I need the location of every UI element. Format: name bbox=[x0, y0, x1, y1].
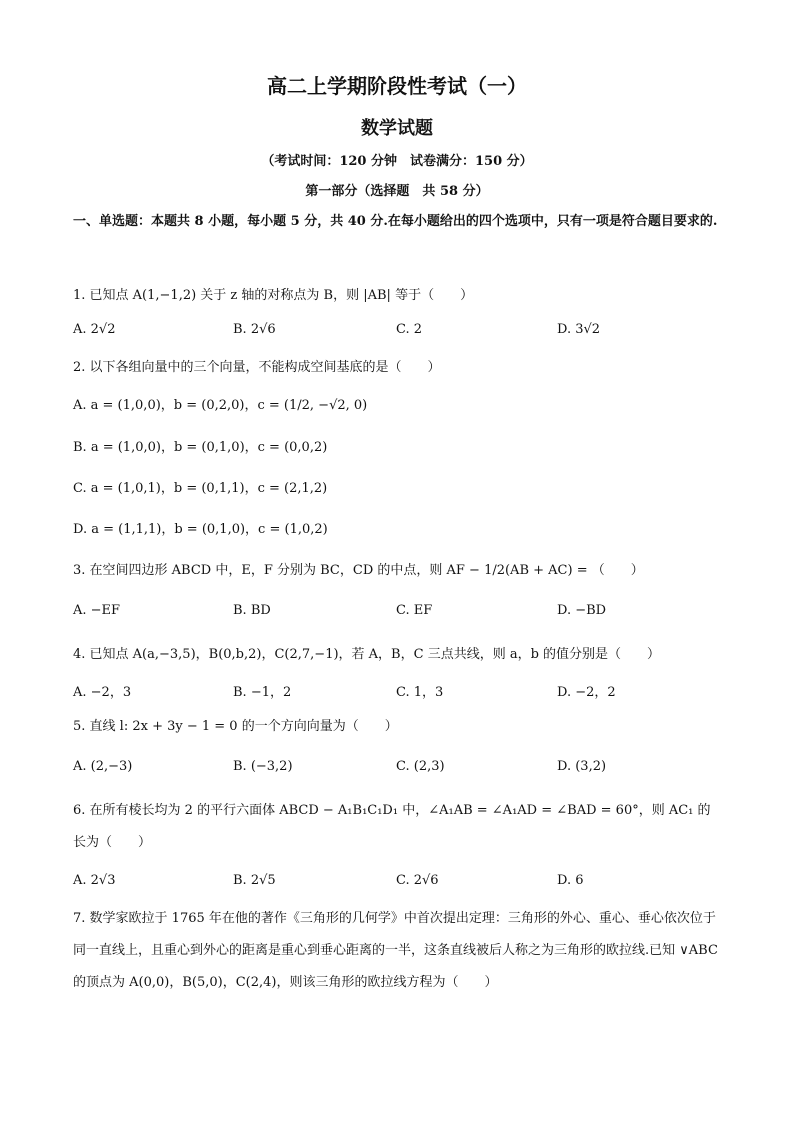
subject-title: 数学试题 bbox=[361, 118, 433, 139]
question-3-stem: 3. 在空间四边形 ABCD 中，E，F 分别为 BC，CD 的中点，则 AF − 1/2(AB + AC) = （ ） bbox=[73, 563, 644, 578]
exam-info: （考试时间：120 分钟 试卷满分：150 分） bbox=[261, 154, 533, 169]
q6-option-b: B. 2√5 bbox=[233, 873, 276, 888]
q4-option-d: D. −2，2 bbox=[557, 685, 616, 700]
q4-option-b: B. −1，2 bbox=[233, 685, 292, 700]
q2-option-a: A. a = (1,0,0)，b = (0,2,0)，c = (1/2, −√2, 0) bbox=[73, 398, 368, 413]
q4-option-c: C. 1，3 bbox=[396, 685, 444, 700]
question-2-stem: 2. 以下各组向量中的三个向量，不能构成空间基底的是（ ） bbox=[73, 360, 441, 375]
q2-option-d: D. a = (1,1,1)，b = (0,1,0)，c = (1,0,2) bbox=[73, 522, 328, 537]
exam-title: 高二上学期阶段性考试（一） bbox=[267, 74, 527, 98]
q3-option-a: A. −EF bbox=[73, 603, 121, 618]
question-4-stem: 4. 已知点 A(a,−3,5)，B(0,b,2)，C(2,7,−1)，若 A，B，C 三点共线，则 a，b 的值分别是（ ） bbox=[73, 647, 661, 662]
q5-option-a: A. (2,−3) bbox=[73, 759, 133, 774]
q6-option-c: C. 2√6 bbox=[396, 873, 439, 888]
q4-option-a: A. −2，3 bbox=[73, 685, 132, 700]
question-1-stem: 1. 已知点 A(1,−1,2) 关于 z 轴的对称点为 B，则 |AB| 等于（ ） bbox=[73, 288, 474, 303]
question-6-stem: 6. 在所有棱长均为 2 的平行六面体 ABCD − A₁B₁C₁D₁ 中，∠A₁AB = ∠A₁AD = ∠BAD = 60°，则 AC₁ 的长为（ ） bbox=[73, 803, 711, 850]
q2-option-b: B. a = (1,0,0)，b = (0,1,0)，c = (0,0,2) bbox=[73, 440, 328, 455]
q1-option-b: B. 2√6 bbox=[233, 322, 276, 337]
q5-option-d: D. (3,2) bbox=[557, 759, 607, 774]
q3-option-c: C. EF bbox=[396, 603, 433, 618]
q3-option-b: B. BD bbox=[233, 603, 271, 618]
question-7-stem: 7. 数学家欧拉于 1765 年在他的著作《三角形的几何学》中首次提出定理：三角形的外心、重心、垂心依次位于同一直线上，且重心到外心的距离是重心到垂心距离的一半，这条直线被后人称之为三角形的欧拉线.已知 ∨ABC 的顶点为 A(0,0)，B(5,0)，C(2,4)，则该三角形的欧拉线方程为（ ） bbox=[73, 911, 718, 990]
q6-option-a: A. 2√3 bbox=[73, 873, 116, 888]
q3-option-d: D. −BD bbox=[557, 603, 607, 618]
question-5-stem: 5. 直线 l: 2x + 3y − 1 = 0 的一个方向向量为（ ） bbox=[73, 719, 398, 734]
q1-option-a: A. 2√2 bbox=[73, 322, 116, 337]
part-heading: 第一部分（选择题 共 58 分） bbox=[305, 184, 489, 199]
q5-option-c: C. (2,3) bbox=[396, 759, 445, 774]
section-instruction: 一、单选题：本题共 8 小题，每小题 5 分，共 40 分.在每小题给出的四个选项中，只有一项是符合题目要求的. bbox=[73, 214, 718, 229]
q5-option-b: B. (−3,2) bbox=[233, 759, 293, 774]
q2-option-c: C. a = (1,0,1)，b = (0,1,1)，c = (2,1,2) bbox=[73, 481, 328, 496]
q6-option-d: D. 6 bbox=[557, 873, 584, 888]
q1-option-d: D. 3√2 bbox=[557, 322, 601, 337]
q1-option-c: C. 2 bbox=[396, 322, 423, 337]
